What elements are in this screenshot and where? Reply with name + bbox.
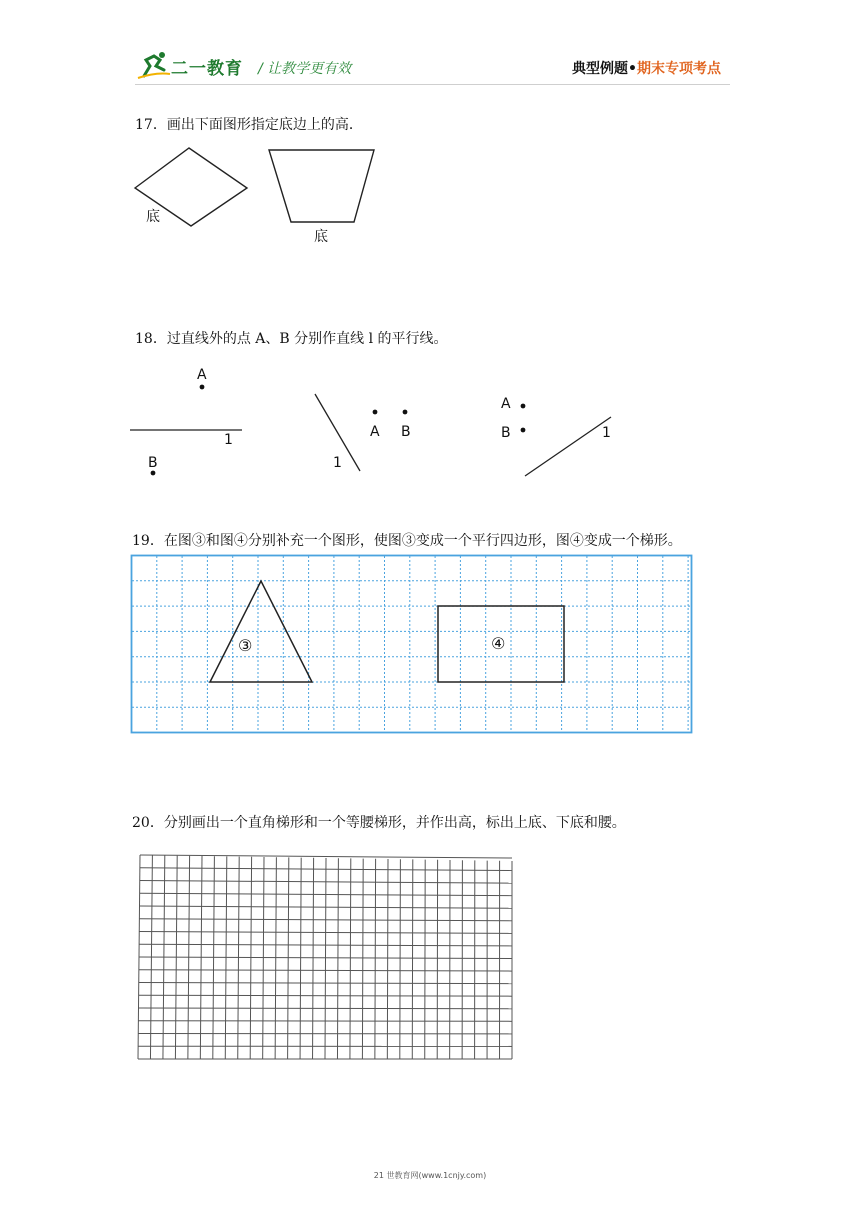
question-20: 20．分别画出一个直角梯形和一个等腰梯形，并作出高，标出上底、下底和腰。 [132,815,626,831]
question-18: 18．过直线外的点 A、B 分别作直线 l 的平行线。 [135,331,448,347]
q19-grid-figure [130,554,694,736]
header-title-a: 典型例题• [572,61,637,77]
dotted-grid [132,556,691,732]
shape-4-label: ④ [491,634,506,653]
fig1-point-b [151,471,156,476]
fig1-point-a [200,385,205,390]
fig2-label-b: B [401,424,411,440]
fig3-point-a [521,404,526,409]
shape-3-label: ③ [238,636,253,655]
fig3-label-l: 1 [602,425,611,441]
page-header [0,0,860,100]
slogan: / 让教学更有效 [258,61,352,77]
fig3-point-b [521,428,526,433]
fig3-line-l [525,417,611,476]
fig2-point-b [403,410,408,415]
header-divider [135,84,730,85]
fig1-label-l: 1 [224,432,233,448]
fig1-label-a: A [197,367,207,383]
fig1-label-b: B [148,455,158,471]
q20-grid-figure [134,851,516,1063]
fig3-label-a: A [501,396,511,412]
fig2-point-a [373,410,378,415]
fig3-label-b: B [501,425,511,441]
trapezoid-shape [269,150,374,222]
question-17: 17．画出下面图形指定底边上的高． [135,117,363,133]
grid-border [132,556,692,733]
fig2-label-a: A [370,424,380,440]
trapezoid-base-label: 底 [314,229,328,245]
header-title [572,58,721,78]
header-title-b: 期末专项考点 [636,61,721,77]
q17-figure [125,140,395,250]
logo-text: 二一教育 [171,59,243,79]
page-footer: 21 世教育网(www.1cnjy.com) [373,1171,487,1180]
fig2-label-l: 1 [333,455,342,471]
solid-grid [138,855,512,1059]
rhombus-base-label: 底 [146,209,160,225]
question-19: 19．在图③和图④分别补充一个图形，使图③变成一个平行四边形，图④变成一个梯形。 [132,533,682,549]
